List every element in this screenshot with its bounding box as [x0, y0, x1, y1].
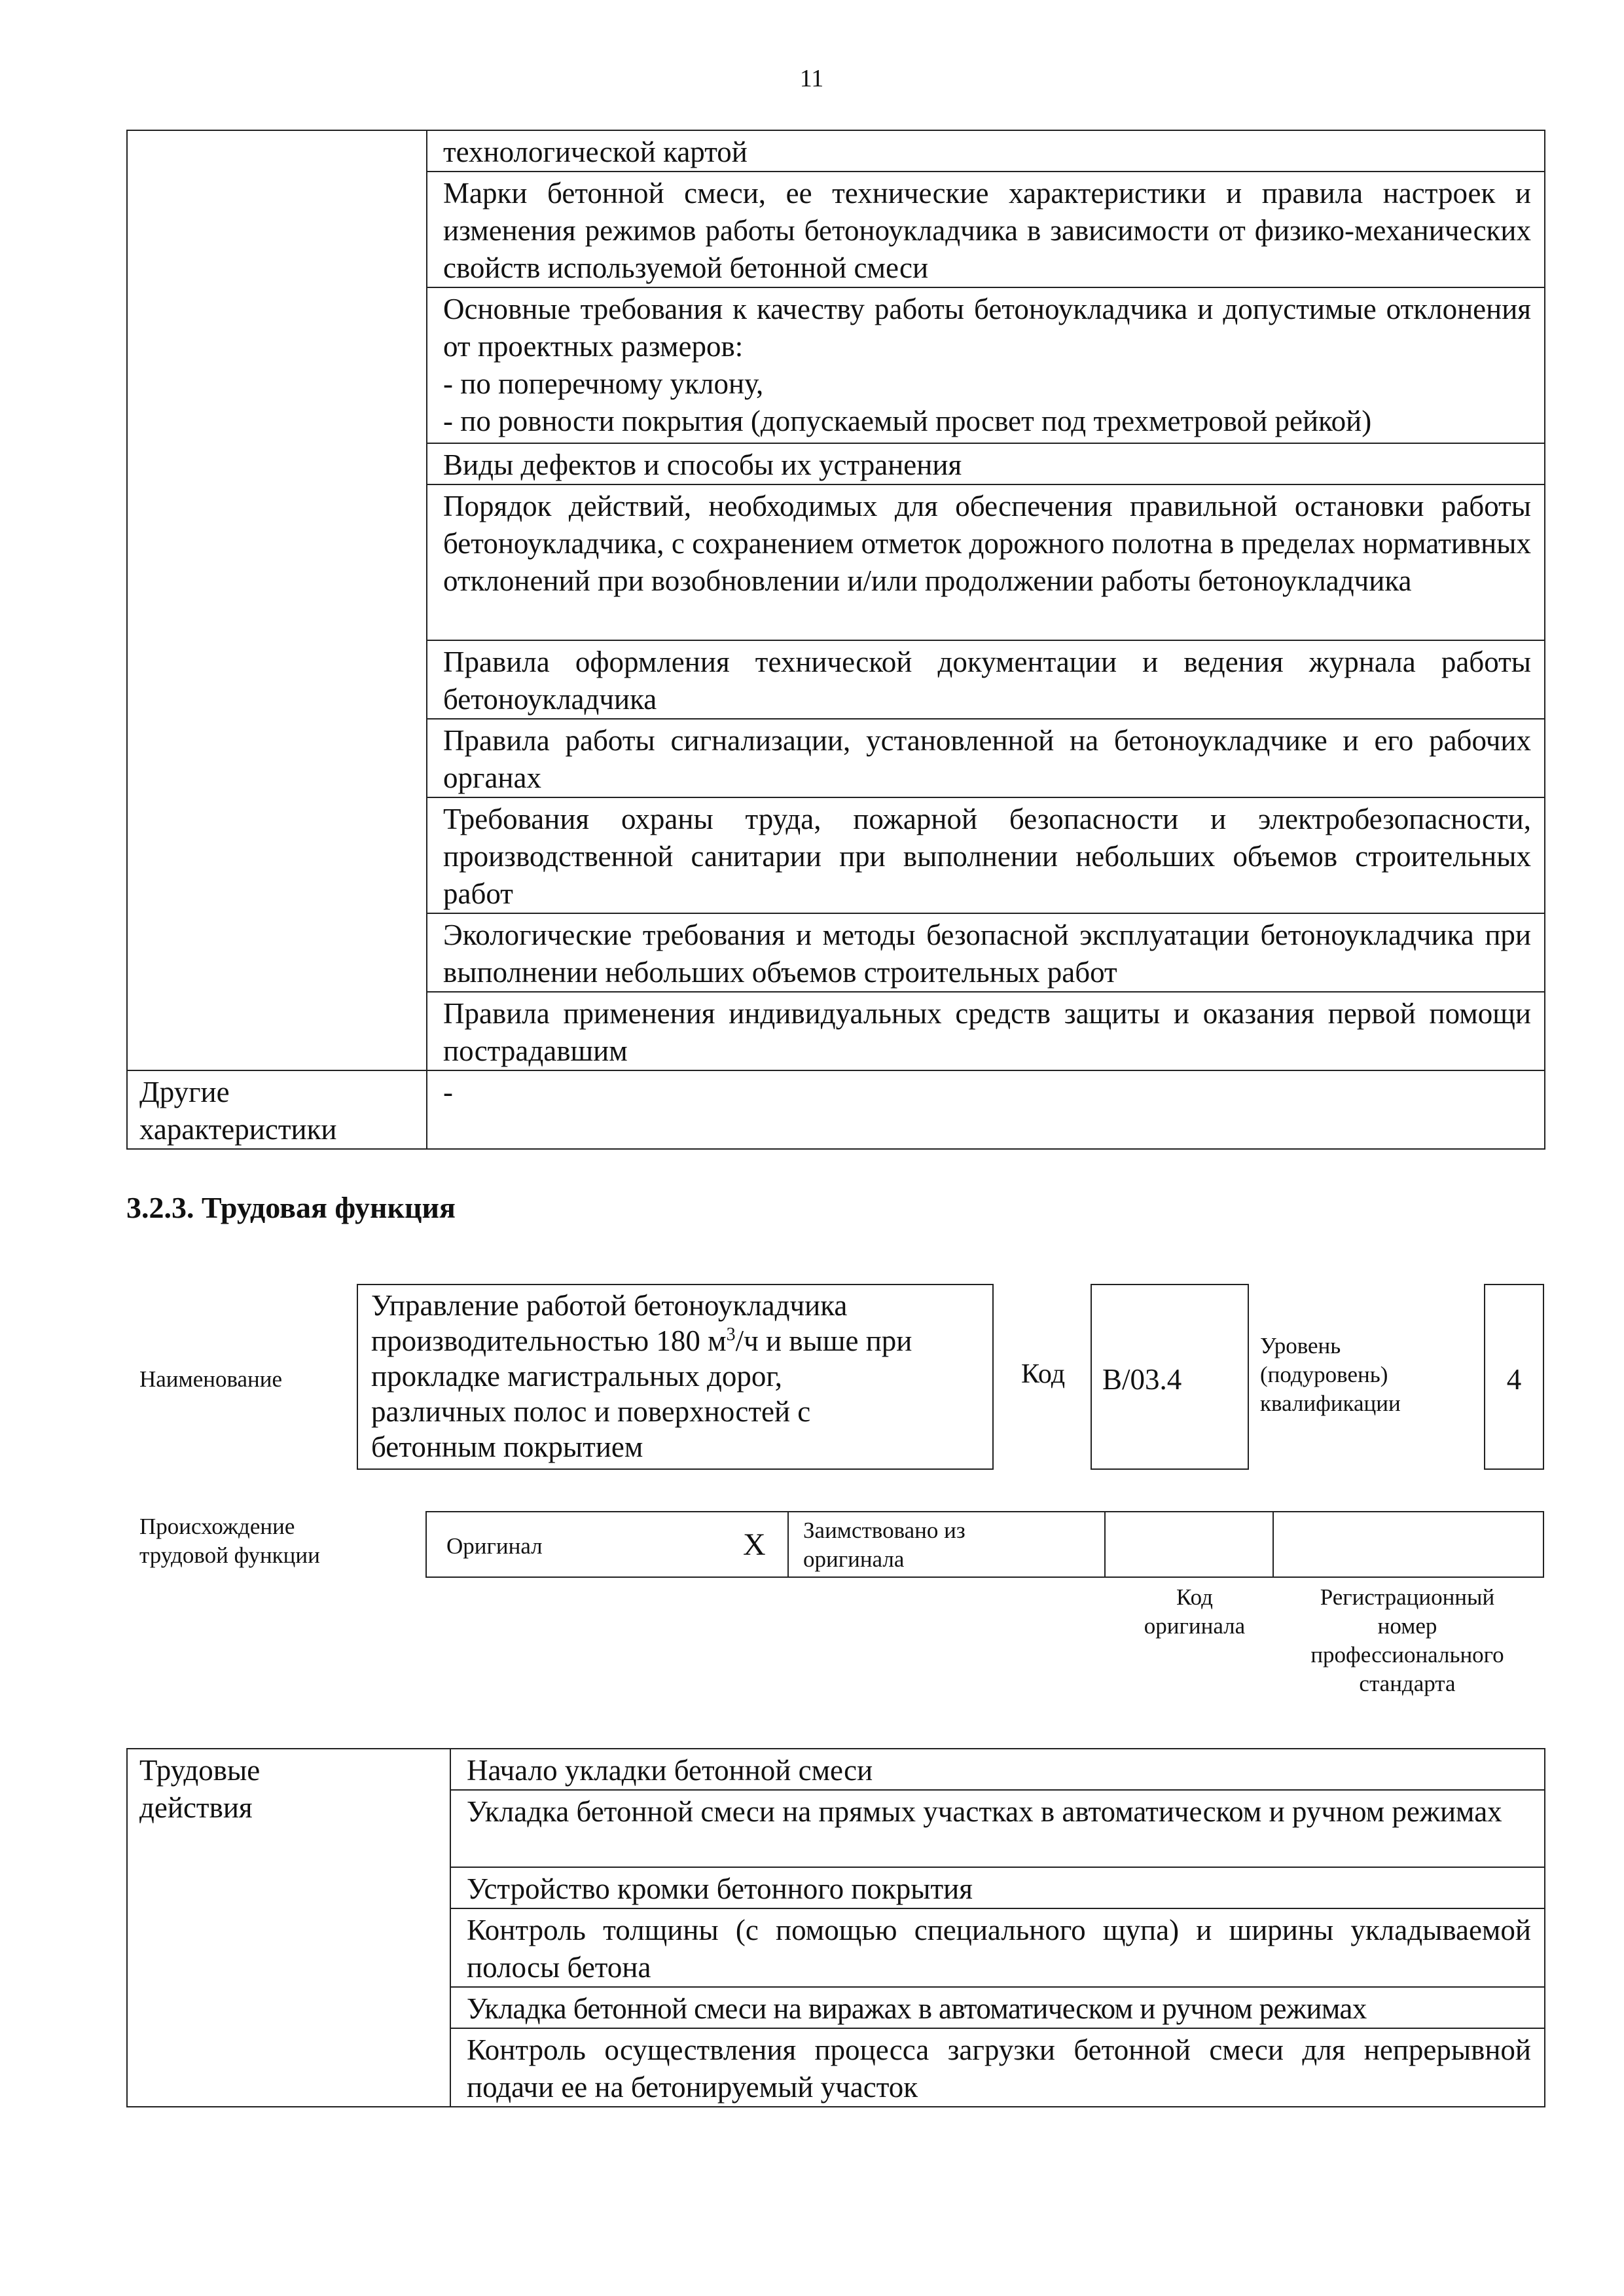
- function-name-box: [357, 1284, 994, 1470]
- unit-superscript: 3: [726, 1324, 736, 1345]
- labor-actions-table: [126, 1748, 1545, 2107]
- knowledge-item: технологической картой: [427, 130, 1545, 172]
- origin-label: [139, 1512, 320, 1570]
- table-row: [127, 1070, 1545, 1149]
- borrowed-label: [803, 1516, 965, 1574]
- knowledge-item: Правила применения индивидуальных средств защиты и оказания первой помощи пострадавшим: [427, 992, 1545, 1070]
- labor-actions-label-line: Трудовые: [139, 1754, 261, 1787]
- table-row: [127, 130, 1545, 172]
- function-name-line: [371, 1323, 981, 1358]
- knowledge-item: Порядок действий, необходимых для обеспечения правильной остановки работы бетоноукладчика, с сохранением отметок дорожного полотна в пределах нормативных отклонений при возобновлении и/или продолжении работы бетоноукладчика: [427, 484, 1545, 640]
- original-mark: X: [743, 1527, 766, 1562]
- quality-text: Основные требования к качеству работы бетоноукладчика и допустимые отклонения от проектных размеров:: [443, 293, 1531, 363]
- level-value: 4: [1506, 1363, 1522, 1396]
- level-label-line: (подуровень): [1260, 1362, 1388, 1387]
- caption-line: Регистрационный: [1320, 1584, 1495, 1610]
- labor-action-item: Укладка бетонной смеси на виражах в автоматическом и ручном режимах: [450, 1987, 1545, 2028]
- knowledge-label-cell: [127, 130, 427, 1070]
- function-name-line: различных полос и поверхностей с: [371, 1395, 811, 1428]
- knowledge-item-quality: [427, 287, 1545, 443]
- knowledge-item: Экологические требования и методы безопасной эксплуатации бетоноукладчика при выполнении небольших объемов строительных работ: [427, 913, 1545, 992]
- original-cell: [427, 1512, 789, 1576]
- labor-action-item: Укладка бетонной смеси на прямых участках в автоматическом и ручном режимах: [450, 1790, 1545, 1867]
- labor-action-item: Контроль толщины (с помощью специального щупа) и ширины укладываемой полосы бетона: [450, 1908, 1545, 1987]
- page-number: 11: [799, 65, 824, 92]
- registration-number-cell: [1274, 1512, 1543, 1576]
- caption-line: номер: [1377, 1613, 1437, 1639]
- function-name-fragment: производительностью 180 м: [371, 1324, 727, 1357]
- borrowed-label-line: оригинала: [803, 1546, 905, 1572]
- table-row: [127, 1749, 1545, 1790]
- section-title: 3.2.3. Трудовая функция: [126, 1191, 456, 1224]
- name-label: Наименование: [139, 1366, 283, 1392]
- caption-line: оригинала: [1144, 1613, 1246, 1639]
- original-code-cell: [1106, 1512, 1274, 1576]
- other-characteristics-label: Другие характеристики: [127, 1070, 427, 1149]
- labor-action-item: Начало укладки бетонной смеси: [450, 1749, 1545, 1790]
- other-characteristics-value: -: [427, 1070, 1545, 1149]
- caption-line: Код: [1176, 1584, 1213, 1610]
- origin-label-line: Происхождение: [139, 1514, 295, 1539]
- knowledge-item: Правила оформления технической документации и ведения журнала работы бетоноукладчика: [427, 640, 1545, 719]
- caption-line: стандарта: [1359, 1671, 1456, 1696]
- knowledge-item: Требования охраны труда, пожарной безопасности и электробезопасности, производственной санитарии при выполнении небольших объемов строительных работ: [427, 797, 1545, 913]
- level-label: [1260, 1332, 1401, 1418]
- code-value: B/03.4: [1102, 1363, 1182, 1396]
- borrowed-label-line: Заимствовано из: [803, 1518, 965, 1543]
- level-label-line: Уровень: [1260, 1333, 1341, 1358]
- borrowed-cell: [789, 1512, 1106, 1576]
- knowledge-item: Виды дефектов и способы их устранения: [427, 443, 1545, 484]
- labor-actions-label: [127, 1749, 450, 2107]
- function-name-line: Управление работой бетоноукладчика: [371, 1289, 848, 1322]
- quality-sub-item: - по поперечному уклону,: [443, 367, 764, 400]
- code-box: [1091, 1284, 1249, 1470]
- labor-action-item: Контроль осуществления процесса загрузки бетонной смеси для непрерывной подачи ее на бетонируемый участок: [450, 2028, 1545, 2107]
- level-box: [1484, 1284, 1544, 1470]
- code-label: Код: [1021, 1359, 1066, 1389]
- knowledge-table: [126, 130, 1545, 1150]
- original-code-caption: [1119, 1583, 1270, 1641]
- labor-actions-label-line: действия: [139, 1791, 253, 1824]
- knowledge-item: Правила работы сигнализации, установленной на бетоноукладчике и его рабочих органах: [427, 719, 1545, 797]
- knowledge-item: Марки бетонной смеси, ее технические характеристики и правила настроек и изменения режимов работы бетоноукладчика в зависимости от физико-механических свойств используемой бетонной смеси: [427, 172, 1545, 287]
- function-name-line: бетонным покрытием: [371, 1430, 643, 1463]
- registration-number-caption: [1270, 1583, 1545, 1698]
- labor-action-item: Устройство кромки бетонного покрытия: [450, 1867, 1545, 1908]
- original-label: Оригинал: [446, 1533, 543, 1559]
- level-label-line: квалификации: [1260, 1391, 1401, 1416]
- caption-line: профессионального: [1310, 1642, 1504, 1667]
- origin-row: [425, 1511, 1544, 1578]
- function-name-fragment: /ч и выше при: [735, 1324, 912, 1357]
- function-name-line: прокладке магистральных дорог,: [371, 1360, 783, 1393]
- origin-label-line: трудовой функции: [139, 1542, 320, 1568]
- quality-sub-item: - по ровности покрытия (допускаемый просвет под трехметровой рейкой): [443, 405, 1372, 437]
